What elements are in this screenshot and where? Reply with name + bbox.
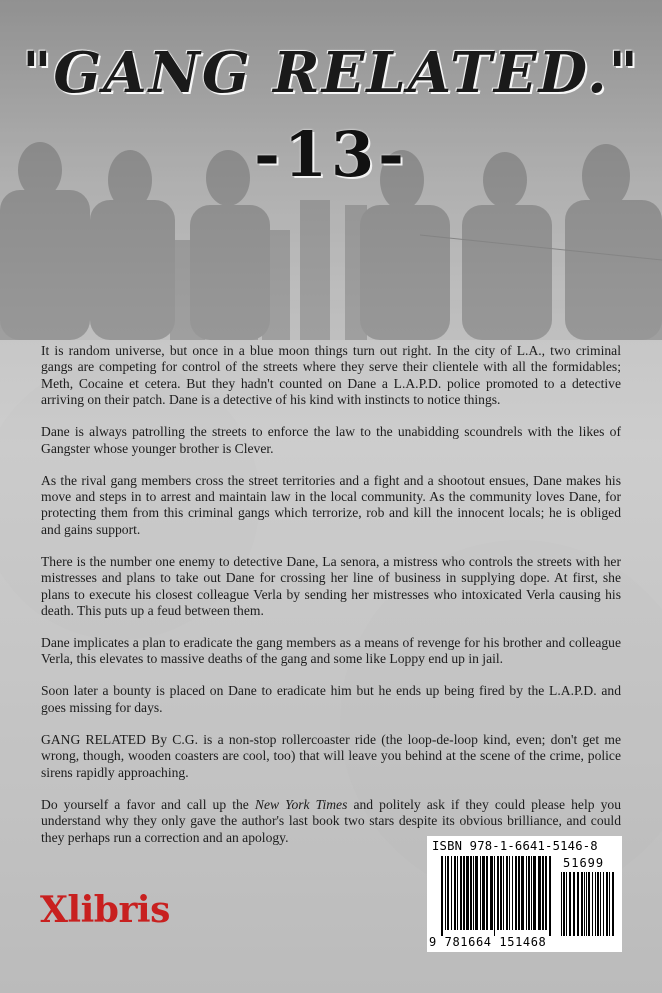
barcode-bar — [531, 856, 532, 930]
barcode-bar — [494, 856, 495, 936]
barcode-bar — [542, 856, 544, 930]
barcode-bar — [509, 856, 510, 930]
book-title: "GANG RELATED." — [22, 40, 640, 106]
barcode-bar — [480, 856, 481, 930]
barcode-addon-bar — [563, 872, 565, 936]
barcode-addon-bar — [609, 872, 610, 936]
barcode-addon-bar — [603, 872, 604, 936]
blurb-paragraph: As the rival gang members cross the street territories and a fight and a shootout ensues, Dane makes his move and steps in to arrest and maintain law in the local community. As the community loves Dane, for protecting them from this criminal gangs which terrorize, rob and kill the innocent locals; he is obliged and gains support. — [41, 472, 621, 537]
barcode-bar — [460, 856, 462, 930]
blurb-paragraph: Dane implicates a plan to eradicate the gang members as a means of revenge for his brother and colleague Verla, this elevates to massive deaths of the gang and some like Loppy end up in jail. — [41, 635, 621, 667]
barcode-bar — [506, 856, 508, 930]
barcode-bar — [482, 856, 485, 930]
barcode-bar — [457, 856, 458, 930]
barcode-addon-bar — [597, 872, 599, 936]
final-text-before: Do yourself a favor and call up the — [41, 796, 255, 812]
blurb-paragraph: It is random universe, but once in a blue moon things turn out right. In the city of L.A., two criminal gangs are competing for control of the streets where they serve their clientele with all the formidables; Meth, Cocaine et cetera. But they hadn't counted on Dane a L.A.P.D. police promoted to a detective arriving on their patch. Dane is a detective of his kind with instincts to notice things. — [41, 343, 621, 408]
barcode-bar — [512, 856, 513, 930]
barcode-bar — [533, 856, 536, 930]
barcode-bar — [445, 856, 446, 930]
back-cover-blurb — [41, 343, 621, 862]
barcode-addon-bar — [581, 872, 583, 936]
barcode-addon-bar — [595, 872, 596, 936]
publisher-logo: Xlibris — [40, 889, 170, 931]
barcode-addon-bar — [573, 872, 575, 936]
blurb-paragraph: Dane is always patrolling the streets to enforce the law to the unabidding scoundrels with the likes of Gangster whose younger brother is Clever. — [41, 424, 621, 456]
barcode-bar — [441, 856, 443, 936]
barcode-bar — [451, 856, 452, 930]
barcode-bar — [497, 856, 499, 930]
barcode-ean-digits: 9 781664 151468 — [429, 935, 547, 949]
barcode-bar — [473, 856, 474, 930]
newspaper-name: New York Times — [254, 796, 348, 812]
barcode-addon-bar — [561, 872, 562, 936]
barcode-addon-bar — [569, 872, 571, 936]
blurb-paragraph: GANG RELATED By C.G. is a non-stop rollercoaster ride (the loop-de-loop kind, even; don't get me wrong, though, wooden coasters are cool, too) that will leave you behind at the scene of the crime, police sirens rapidly approaching. — [41, 731, 621, 780]
isbn-barcode — [427, 836, 622, 952]
barcode-addon-bar — [586, 872, 587, 936]
barcode-addon-bar — [577, 872, 579, 936]
barcode-bar — [475, 856, 478, 930]
barcode-bar — [521, 856, 524, 930]
barcode-bar — [518, 856, 520, 930]
barcode-bar — [545, 856, 547, 930]
final-text-after: and politely ask if they could please help you understand why they only gave the author's last book two stars despite its obvious brilliance, and could they perhaps run a correction and an apology. — [41, 796, 621, 845]
barcode-bar — [538, 856, 541, 930]
barcode-bar — [549, 856, 551, 936]
isbn-label: ISBN 978-1-6641-5146-8 — [432, 839, 598, 853]
barcode-addon-bar — [606, 872, 608, 936]
barcode-bar — [470, 856, 472, 930]
barcode-addon-bar — [584, 872, 585, 936]
barcode-bar — [503, 856, 504, 930]
barcode-bar — [466, 856, 469, 930]
barcode-addon-digits: 51699 — [563, 856, 605, 870]
blurb-paragraph: Soon later a bounty is placed on Dane to eradicate him but he ends up being fired by the L.A.P.D. and goes missing for days. — [41, 683, 621, 715]
barcode-addon-bar — [566, 872, 567, 936]
barcode-bar — [454, 856, 456, 930]
barcode-bar — [447, 856, 449, 930]
barcode-bar — [463, 856, 465, 930]
barcode-addon-bar — [588, 872, 590, 936]
barcode-bar — [515, 856, 517, 930]
book-subtitle: -13- — [254, 118, 408, 191]
barcode-addon-bar — [600, 872, 601, 936]
blurb-paragraph: There is the number one enemy to detective Dane, La senora, a mistress who controls the streets with her mistresses and plans to take out Dane for crossing her line of business in supplying dope. At first, she plans to execute his closest colleague Verla by sending her mistresses who intoxicated Verla causing his death. This puts up a feud between them. — [41, 553, 621, 619]
barcode-bar — [490, 856, 493, 930]
barcode-bar — [486, 856, 488, 930]
barcode-bar — [526, 856, 527, 930]
barcode-addon-bar — [612, 872, 614, 936]
barcode-bar — [528, 856, 530, 930]
barcode-bar — [500, 856, 502, 930]
barcode-addon-bar — [592, 872, 593, 936]
